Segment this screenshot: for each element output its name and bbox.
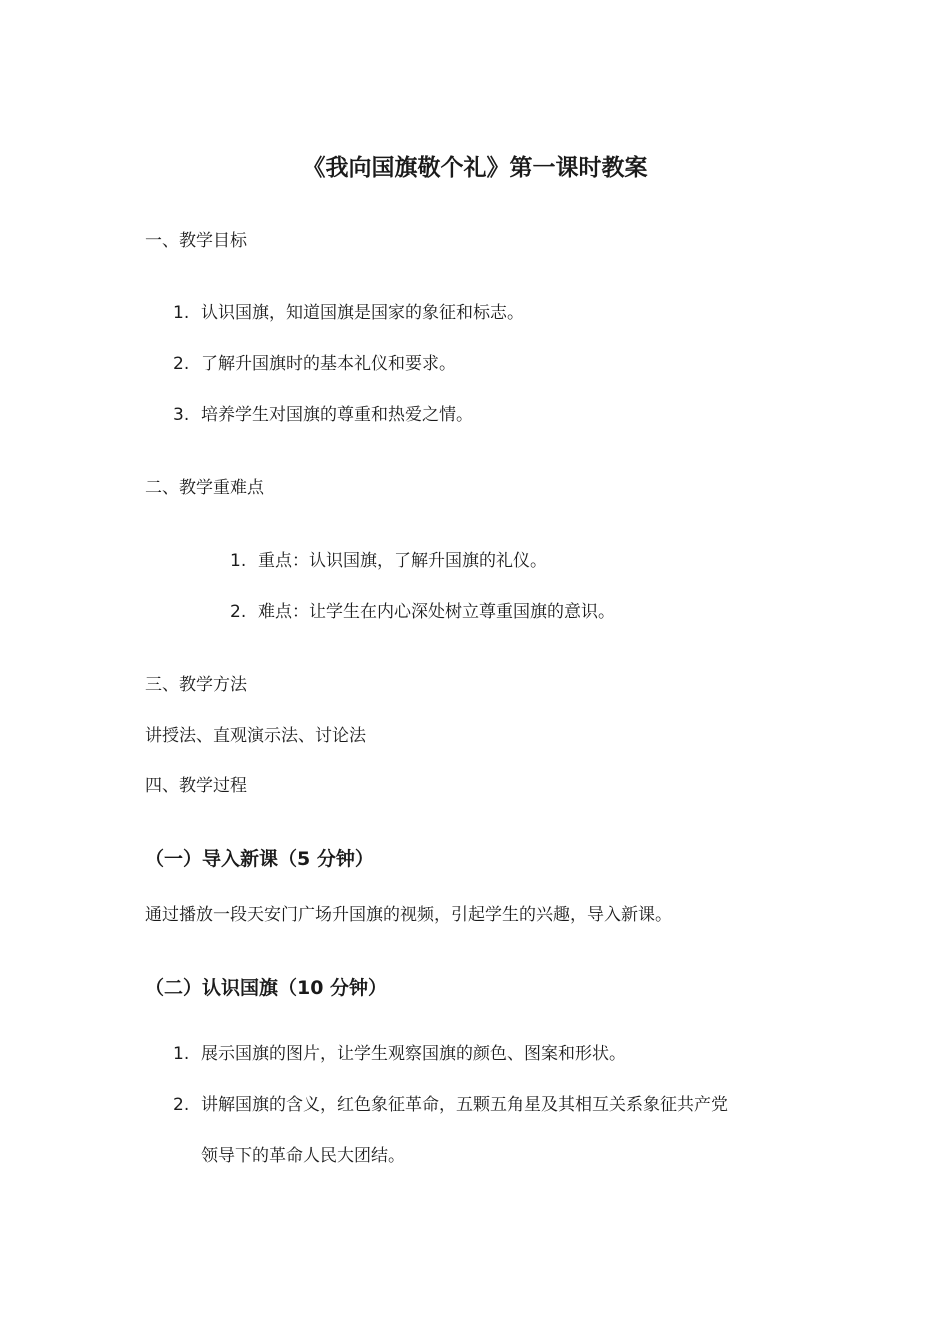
list-text: 培养学生对国旗的尊重和热爱之情。 xyxy=(201,405,473,425)
list-number: 1. xyxy=(173,1044,190,1064)
list-text: 难点：让学生在内心深处树立尊重国旗的意识。 xyxy=(258,602,615,622)
list-text: 展示国旗的图片，让学生观察国旗的颜色、图案和形状。 xyxy=(201,1044,626,1064)
list-number: 1. xyxy=(173,303,190,323)
list-number: 2. xyxy=(173,1095,190,1115)
list-number: 1. xyxy=(230,551,247,571)
document-title: 《我向国旗敬个礼》第一课时教案 xyxy=(302,155,648,181)
section-heading-key-points: 二、教学重难点 xyxy=(145,478,264,498)
list-number: 2. xyxy=(230,602,247,622)
process-item-1 xyxy=(173,1039,626,1069)
section-heading-methods: 三、教学方法 xyxy=(145,675,247,695)
process-part-heading-1: （一）导入新课（5 分钟） xyxy=(145,848,374,870)
section-heading-objectives: 一、教学目标 xyxy=(145,231,247,251)
process-item-2-continuation: 领导下的革命人民大团结。 xyxy=(201,1146,405,1166)
process-part-text-1: 通过播放一段天安门广场升国旗的视频，引起学生的兴趣，导入新课。 xyxy=(145,905,672,925)
list-number: 2. xyxy=(173,354,190,374)
objective-item-1 xyxy=(173,298,524,328)
list-text: 认识国旗，知道国旗是国家的象征和标志。 xyxy=(201,303,524,323)
process-part-heading-2: （二）认识国旗（10 分钟） xyxy=(145,977,388,999)
list-text: 讲解国旗的含义，红色象征革命，五颗五角星及其相互关系象征共产党 xyxy=(201,1095,728,1115)
objective-item-3 xyxy=(173,400,473,430)
process-item-2 xyxy=(173,1090,728,1120)
key-point-item-2 xyxy=(230,597,615,627)
list-text: 重点：认识国旗，了解升国旗的礼仪。 xyxy=(258,551,547,571)
methods-text: 讲授法、直观演示法、讨论法 xyxy=(145,726,366,746)
key-point-item-1 xyxy=(230,546,547,576)
list-number: 3. xyxy=(173,405,190,425)
objective-item-2 xyxy=(173,349,456,379)
list-text: 了解升国旗时的基本礼仪和要求。 xyxy=(201,354,456,374)
section-heading-process: 四、教学过程 xyxy=(145,776,247,796)
